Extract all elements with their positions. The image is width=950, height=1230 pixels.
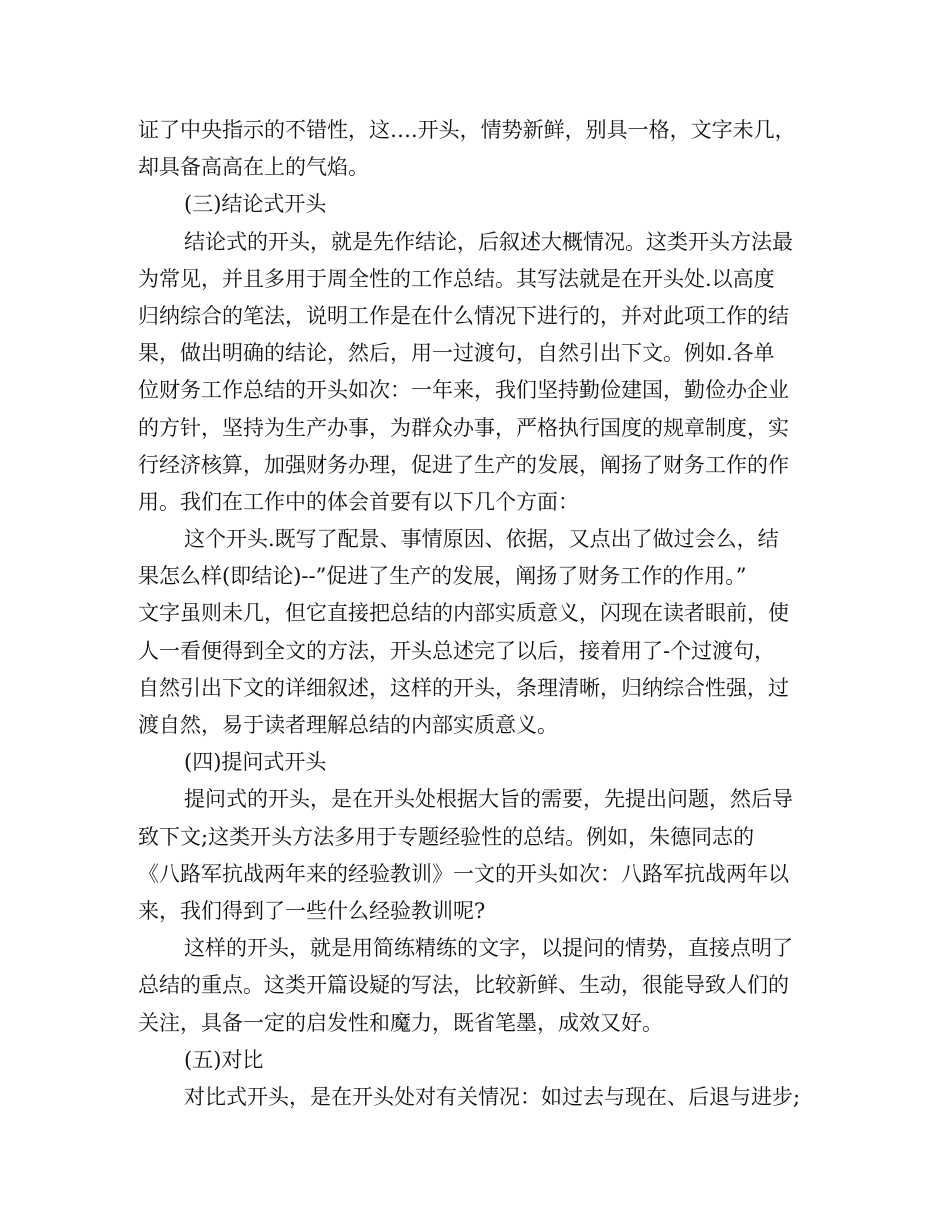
text-line: 这个开头.既写了配景、事情原因、依据，又点出了做过会么，结 (184, 527, 779, 552)
text-line: 这样的开头，就是用简练精练的文字，以提问的情势，直接点明了 (184, 936, 793, 961)
text-line: 证了中央指示的不错性，这….开头，情势新鲜，别具一格，文字未几， (138, 118, 796, 142)
text-line: 《八路军抗战两年来的经验教训》一文的开头如次：八路军抗战两年以 (138, 861, 789, 886)
text-line: 总结的重点。这类开篇设疑的写法，比较新鲜、生动，很能导致人们的 (138, 973, 789, 998)
text-line: 用。我们在工作中的体会首要有以下几个方面： (138, 489, 579, 514)
section-heading: (五)对比 (184, 1047, 264, 1072)
text-line: 果，做出明确的结论，然后，用一过渡句，自然引出下文。例如.各单 (138, 341, 775, 366)
section-heading: (三)结论式开头 (184, 192, 327, 217)
document-body (138, 112, 828, 1116)
text-line: 行经济核算，加强财务办理，促进了生产的发展，阐扬了财务工作的作 (138, 452, 789, 477)
text-line: 渡自然，易于读者理解总结的内部实质意义。 (138, 713, 558, 737)
text-line: 关注，具备一定的启发性和魔力，既省笔墨，成效又好。 (138, 1010, 663, 1035)
text-line: 自然引出下文的详细叙述，这样的开头，条理清晰，归纳综合性强，过 (138, 675, 789, 700)
text-line: 来，我们得到了一些什么经验教训呢? (138, 898, 486, 923)
text-line: 致下文;这类开头方法多用于专题经验性的总结。例如，朱德同志的 (138, 824, 755, 849)
text-line: 对比式开头，是在开头处对有关情况：如过去与现在、后退与进步; (184, 1084, 801, 1109)
text-line: 归纳综合的笔法，说明工作是在什么情况下进行的，并对此项工作的结 (138, 303, 789, 328)
text-line: 位财务工作总结的开头如次：一年来，我们坚持勤俭建国，勤俭办企业 (138, 378, 789, 403)
text-line: 却具备高高在上的气焰。 (138, 155, 369, 180)
text-line: 结论式的开头，就是先作结论，后叙述大概情况。这类开头方法最 (184, 229, 793, 254)
text-line: 的方针，坚持为生产办事，为群众办事，严格执行国度的规章制度，实 (138, 415, 789, 440)
text-line: 提问式的开头，是在开头处根据大旨的需要，先提出问题，然后导 (184, 787, 793, 812)
text-line: 文字虽则未几，但它直接把总结的内部实质意义，闪现在读者眼前，使 (138, 601, 789, 626)
text-line: 人一看便得到全文的方法，开头总述完了以后，接着用了-个过渡句， (138, 638, 776, 663)
text-line: 果怎么样(即结论)--”促进了生产的发展，阐扬了财务工作的作用。” (138, 564, 747, 589)
text-line: 为常见，并且多用于周全性的工作总结。其写法就是在开头处.以高度 (138, 266, 775, 291)
section-heading: (四)提问式开头 (184, 750, 327, 775)
